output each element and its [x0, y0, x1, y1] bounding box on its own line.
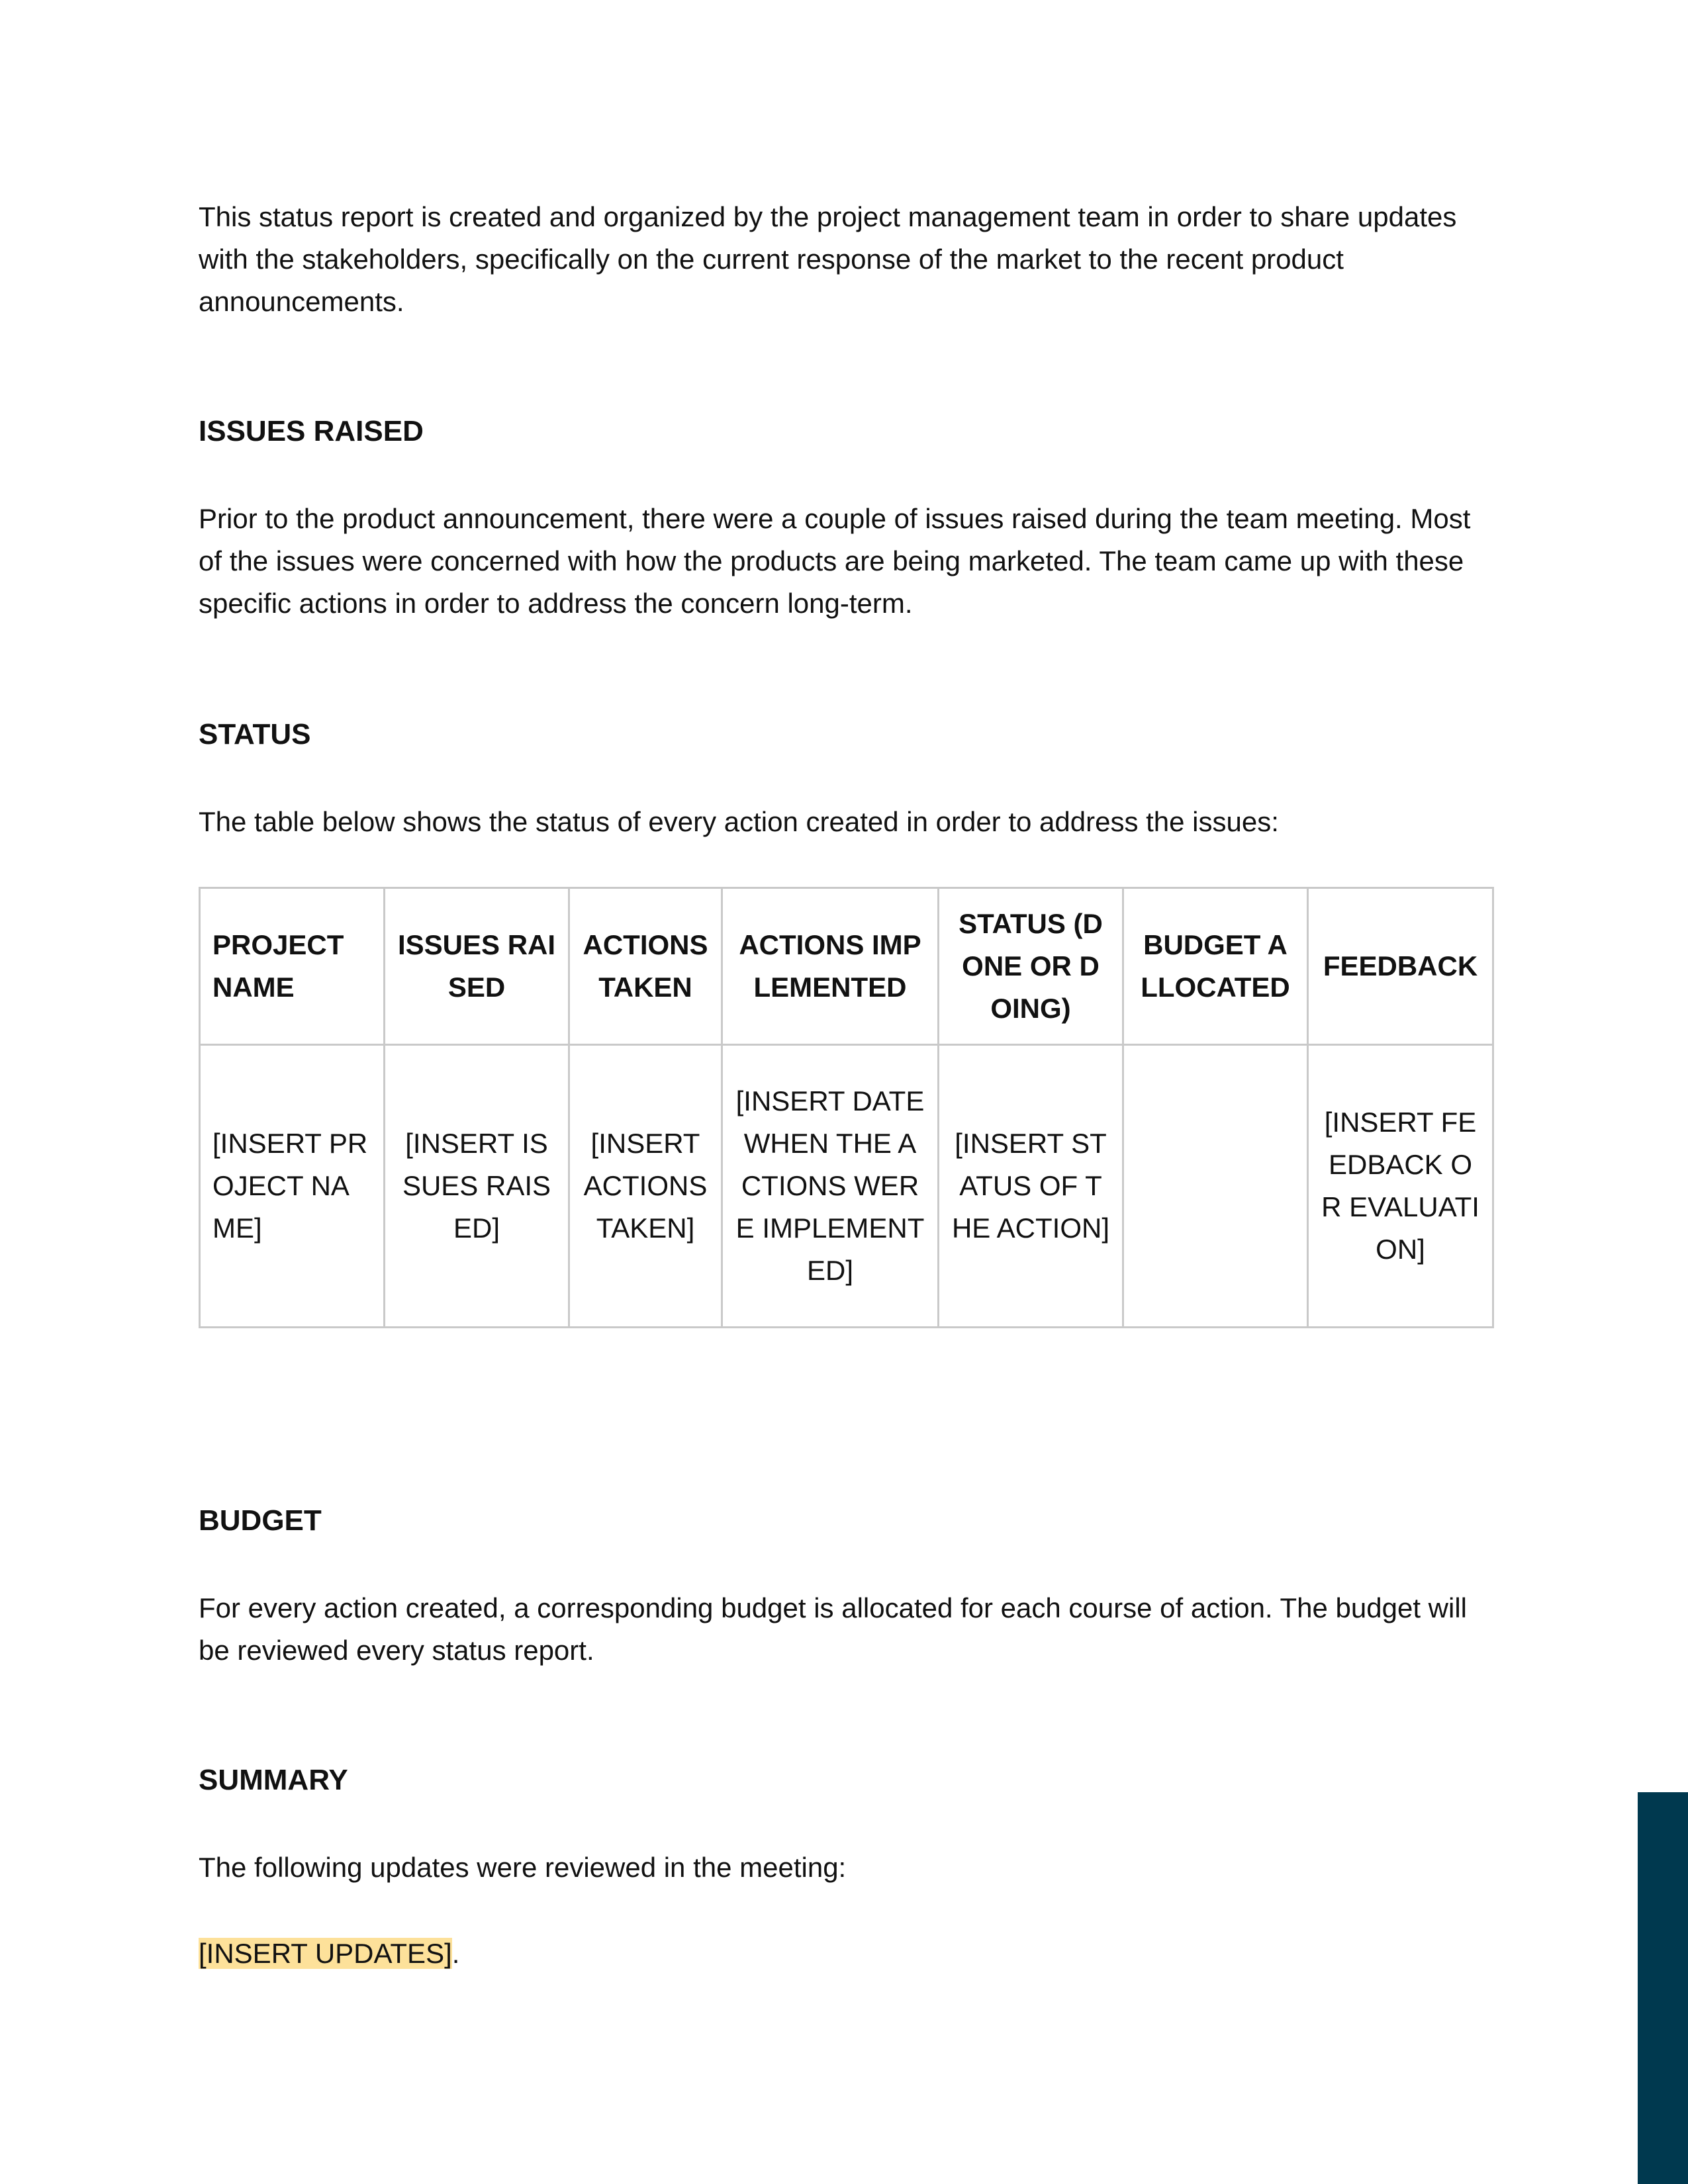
summary-paragraph: The following updates were reviewed in the meeting:	[199, 1852, 847, 1883]
header-budget-allocated: BUDGET ALLOCATED	[1123, 888, 1308, 1045]
table-row	[200, 1045, 1493, 1328]
header-project-name: PROJECT NAME	[200, 888, 385, 1045]
decorative-side-bar	[1638, 1792, 1688, 2184]
header-actions-taken: ACTIONS TAKEN	[569, 888, 722, 1045]
summary-heading: SUMMARY	[199, 1764, 348, 1796]
status-heading: STATUS	[199, 718, 311, 751]
updates-suffix: .	[451, 1938, 460, 1969]
status-paragraph: The table below shows the status of every action created in order to address the issues:	[199, 806, 1279, 837]
header-actions-implemented: ACTIONS IMPLEMENTED	[722, 888, 939, 1045]
issues-raised-heading: ISSUES RAISED	[199, 415, 424, 447]
cell-actions-implemented: [INSERT DATE WHEN THE ACTIONS WERE IMPLEMENTED]	[722, 1045, 939, 1328]
header-feedback: FEEDBACK	[1308, 888, 1493, 1045]
cell-project-name: [INSERT PROJECT NAME]	[200, 1045, 385, 1328]
status-table	[199, 887, 1494, 1328]
header-issues-raised: ISSUES RAISED	[385, 888, 569, 1045]
cell-budget-allocated	[1123, 1045, 1308, 1328]
header-status: STATUS (DONE OR DOING)	[939, 888, 1123, 1045]
intro-paragraph: This status report is created and organized by the project management team in order to share updates with the stakeholders, specifically on the current response of the market to the recent product announcements.	[199, 201, 1457, 317]
cell-issues-raised: [INSERT ISSUES RAISED]	[385, 1045, 569, 1328]
cell-actions-taken: [INSERT ACTIONS TAKEN]	[569, 1045, 722, 1328]
table-header-row	[200, 888, 1493, 1045]
updates-line	[199, 1933, 459, 1975]
cell-feedback: [INSERT FEEDBACK OR EVALUATION]	[1308, 1045, 1493, 1328]
cell-status: [INSERT STATUS OF THE ACTION]	[939, 1045, 1123, 1328]
issues-raised-paragraph: Prior to the product announcement, there were a couple of issues raised during the team meeting. Most of the issues were concerned with how the products are being marketed. The team came up with these specific actions in order to address the concern long-term.	[199, 503, 1471, 619]
budget-heading: BUDGET	[199, 1504, 322, 1537]
budget-paragraph: For every action created, a corresponding budget is allocated for each course of action. The budget will be reviewed every status report.	[199, 1592, 1468, 1666]
updates-placeholder: [INSERT UPDATES]	[199, 1938, 452, 1969]
